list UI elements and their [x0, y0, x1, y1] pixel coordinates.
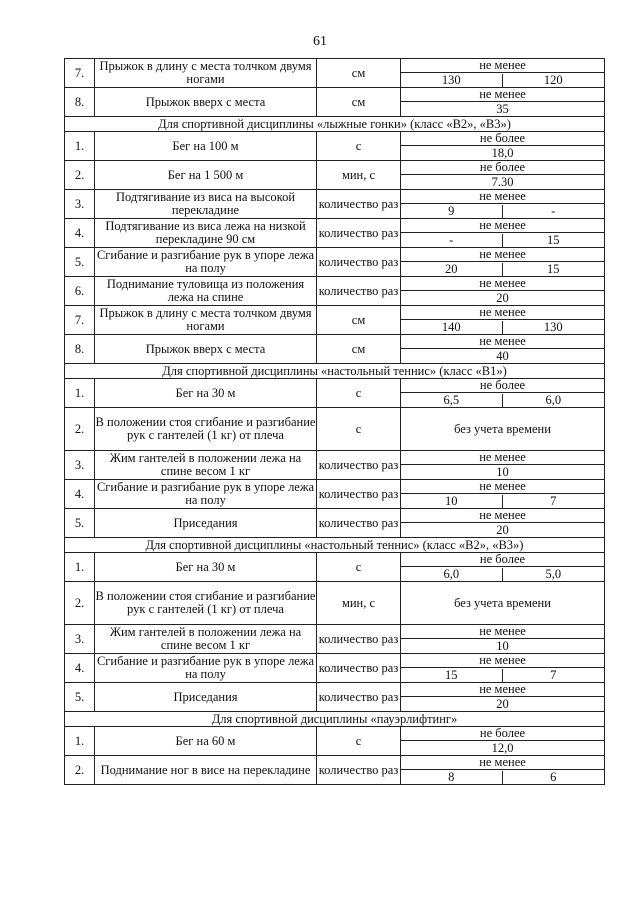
unit-of-measure: количество раз [317, 248, 401, 277]
norm-value-cell [401, 756, 605, 785]
row-number: 1. [65, 132, 95, 161]
norm-value-left: 10 [401, 495, 503, 508]
row-number: 1. [65, 553, 95, 582]
row-number: 8. [65, 335, 95, 364]
table-row [65, 277, 605, 306]
norm-value-right: 6 [550, 770, 557, 784]
table-row [65, 190, 605, 219]
norm-value-left: 6,0 [401, 568, 503, 581]
norm-values [401, 349, 604, 363]
norm-value-wrap [401, 190, 604, 218]
norm-value-right: 5,0 [545, 567, 562, 581]
table-row [65, 88, 605, 117]
row-number: 8. [65, 88, 95, 117]
norm-value-cell [401, 625, 605, 654]
row-number: 7. [65, 306, 95, 335]
unit-of-measure: количество раз [317, 625, 401, 654]
norm-values [401, 465, 604, 479]
norm-values [401, 102, 604, 116]
table-row [65, 553, 605, 582]
norm-condition: не менее [401, 756, 604, 770]
norm-condition: не менее [401, 625, 604, 639]
norm-value-wrap [401, 756, 604, 784]
norm-values [401, 73, 604, 87]
norm-value-wrap [401, 59, 604, 87]
norm-value-wrap [401, 727, 604, 755]
norm-value-cell [401, 59, 605, 88]
norm-value-right: - [551, 204, 556, 218]
norm-value-wrap [401, 219, 604, 247]
exercise-name: Прыжок в длину с места толчком двумя ногами [95, 306, 317, 335]
norm-value-cell [401, 132, 605, 161]
unit-of-measure: количество раз [317, 219, 401, 248]
table-row [65, 625, 605, 654]
unit-of-measure: см [317, 59, 401, 88]
norm-values [401, 697, 604, 711]
norm-value-cell [401, 654, 605, 683]
section-header-row [65, 712, 605, 727]
norm-value-wrap [401, 161, 604, 189]
norm-value-cell [401, 727, 605, 756]
norm-condition: не менее [401, 306, 604, 320]
norms-table [64, 58, 605, 785]
row-number: 2. [65, 408, 95, 451]
row-number: 2. [65, 756, 95, 785]
exercise-name: Приседания [95, 509, 317, 538]
norms-table-body [65, 59, 605, 785]
norm-condition: не менее [401, 219, 604, 233]
norm-value-cell [401, 582, 605, 625]
norm-condition: не более [401, 132, 604, 146]
table-row [65, 161, 605, 190]
exercise-name: Сгибание и разгибание рук в упоре лежа на полу [95, 654, 317, 683]
exercise-name: Бег на 30 м [95, 379, 317, 408]
unit-of-measure: с [317, 408, 401, 451]
row-number: 3. [65, 451, 95, 480]
exercise-name: В положении стоя сгибание и разгибание рук с гантелей (1 кг) от плеча [95, 582, 317, 625]
exercise-name: В положении стоя сгибание и разгибание рук с гантелей (1 кг) от плеча [95, 408, 317, 451]
norm-value-right: 15 [547, 262, 560, 276]
norm-value-wrap [401, 132, 604, 160]
norm-values [401, 668, 604, 682]
norm-value-wrap [401, 480, 604, 508]
row-number: 6. [65, 277, 95, 306]
page-number: 61 [313, 34, 327, 49]
norm-text: без учета времени [454, 595, 551, 610]
unit-of-measure: мин, с [317, 582, 401, 625]
norm-value-wrap [401, 625, 604, 653]
section-title: Для спортивной дисциплины «лыжные гонки» (класс «В2», «В3») [65, 117, 605, 132]
norm-values [401, 567, 604, 581]
norm-value-right: 130 [543, 320, 563, 334]
norm-value-right: 6,0 [545, 393, 562, 407]
norm-value-wrap [401, 379, 604, 407]
norm-value-cell [401, 248, 605, 277]
norm-value-cell [401, 335, 605, 364]
norm-value-cell [401, 451, 605, 480]
norm-value-wrap [401, 654, 604, 682]
exercise-name: Подтягивание из виса на высокой перекладине [95, 190, 317, 219]
norm-condition: не менее [401, 248, 604, 262]
table-row [65, 727, 605, 756]
norm-condition: не более [401, 553, 604, 567]
norm-value-right: 7 [550, 668, 557, 682]
unit-of-measure: с [317, 379, 401, 408]
table-row [65, 582, 605, 625]
norm-value: 18,0 [491, 146, 514, 160]
norm-values [401, 262, 604, 276]
norm-value-left: 140 [401, 321, 503, 334]
norm-values [401, 146, 604, 160]
row-number: 4. [65, 219, 95, 248]
exercise-name: Поднимание ног в висе на перекладине [95, 756, 317, 785]
table-row [65, 509, 605, 538]
exercise-name: Прыжок в длину с места толчком двумя ногами [95, 59, 317, 88]
unit-of-measure: см [317, 335, 401, 364]
norm-value-left: - [401, 234, 503, 247]
row-number: 3. [65, 625, 95, 654]
table-row [65, 451, 605, 480]
norm-value-cell [401, 161, 605, 190]
row-number: 3. [65, 190, 95, 219]
norm-value-wrap [401, 683, 604, 711]
unit-of-measure: см [317, 88, 401, 117]
norm-value: 10 [496, 639, 509, 653]
norm-value-cell [401, 509, 605, 538]
norm-condition: не менее [401, 683, 604, 697]
norm-values [401, 320, 604, 334]
exercise-name: Поднимание туловища из положения лежа на спине [95, 277, 317, 306]
norm-condition: не менее [401, 654, 604, 668]
table-row [65, 654, 605, 683]
norm-values [401, 291, 604, 305]
norm-value-wrap [401, 277, 604, 305]
exercise-name: Жим гантелей в положении лежа на спине весом 1 кг [95, 451, 317, 480]
norm-value-wrap [401, 306, 604, 334]
norm-values [401, 175, 604, 189]
norm-value-wrap [401, 509, 604, 537]
table-row [65, 248, 605, 277]
row-number: 4. [65, 654, 95, 683]
norm-values [401, 741, 604, 755]
exercise-name: Сгибание и разгибание рук в упоре лежа на полу [95, 480, 317, 509]
norm-value: 35 [496, 102, 509, 116]
norm-value: 20 [496, 291, 509, 305]
unit-of-measure: количество раз [317, 480, 401, 509]
norm-value-left: 20 [401, 263, 503, 276]
section-header-row [65, 538, 605, 553]
row-number: 5. [65, 248, 95, 277]
norm-condition: не более [401, 379, 604, 393]
unit-of-measure: количество раз [317, 509, 401, 538]
table-row [65, 408, 605, 451]
unit-of-measure: см [317, 306, 401, 335]
table-row [65, 132, 605, 161]
section-title: Для спортивной дисциплины «настольный теннис» (класс «В1») [65, 364, 605, 379]
row-number: 5. [65, 509, 95, 538]
norm-value-cell [401, 306, 605, 335]
row-number: 7. [65, 59, 95, 88]
exercise-name: Прыжок вверх с места [95, 335, 317, 364]
section-header-row [65, 364, 605, 379]
unit-of-measure: количество раз [317, 683, 401, 712]
unit-of-measure: количество раз [317, 190, 401, 219]
norm-value-left: 6,5 [401, 394, 503, 407]
norm-value-cell [401, 277, 605, 306]
norm-value-cell [401, 379, 605, 408]
table-row [65, 306, 605, 335]
norm-value-cell [401, 553, 605, 582]
norm-values [401, 494, 604, 508]
exercise-name: Прыжок вверх с места [95, 88, 317, 117]
exercise-name: Бег на 100 м [95, 132, 317, 161]
norm-value-wrap [401, 248, 604, 276]
exercise-name: Бег на 60 м [95, 727, 317, 756]
unit-of-measure: с [317, 727, 401, 756]
norm-value: 12,0 [491, 741, 514, 755]
norm-value-cell [401, 480, 605, 509]
norm-values [401, 233, 604, 247]
exercise-name: Жим гантелей в положении лежа на спине весом 1 кг [95, 625, 317, 654]
section-title: Для спортивной дисциплины «настольный теннис» (класс «В2», «В3») [65, 538, 605, 553]
norm-condition: не менее [401, 451, 604, 465]
norm-condition: не менее [401, 335, 604, 349]
row-number: 2. [65, 582, 95, 625]
norm-value-left: 8 [401, 771, 503, 784]
norm-value-cell [401, 683, 605, 712]
table-row [65, 683, 605, 712]
row-number: 4. [65, 480, 95, 509]
unit-of-measure: мин, с [317, 161, 401, 190]
norm-value: 40 [496, 349, 509, 363]
exercise-name: Бег на 1 500 м [95, 161, 317, 190]
norm-values [401, 393, 604, 407]
norm-condition: не менее [401, 509, 604, 523]
norm-values [401, 770, 604, 784]
table-row [65, 219, 605, 248]
norm-value: 10 [496, 465, 509, 479]
norm-values [401, 204, 604, 218]
norm-values [401, 523, 604, 537]
exercise-name: Сгибание и разгибание рук в упоре лежа на полу [95, 248, 317, 277]
norm-value-cell [401, 190, 605, 219]
table-row [65, 59, 605, 88]
norm-value-wrap [401, 88, 604, 116]
norm-condition: не менее [401, 277, 604, 291]
norm-value-wrap [401, 553, 604, 581]
norm-value-left: 9 [401, 205, 503, 218]
row-number: 5. [65, 683, 95, 712]
norm-value-right: 15 [547, 233, 560, 247]
table-row [65, 480, 605, 509]
norm-condition: не более [401, 727, 604, 741]
norm-value-wrap [401, 451, 604, 479]
row-number: 2. [65, 161, 95, 190]
norm-value-right: 7 [550, 494, 557, 508]
norm-value-left: 15 [401, 669, 503, 682]
norm-value-wrap [401, 335, 604, 363]
unit-of-measure: количество раз [317, 654, 401, 683]
norm-condition: не менее [401, 88, 604, 102]
norm-value: 20 [496, 523, 509, 537]
norm-value-cell [401, 408, 605, 451]
norm-value-right: 120 [543, 73, 563, 87]
norm-condition: не менее [401, 59, 604, 73]
unit-of-measure: с [317, 132, 401, 161]
exercise-name: Подтягивание из виса лежа на низкой перекладине 90 см [95, 219, 317, 248]
norm-value-cell [401, 219, 605, 248]
table-row [65, 379, 605, 408]
norm-condition: не менее [401, 480, 604, 494]
norm-text: без учета времени [454, 421, 551, 436]
norm-values [401, 639, 604, 653]
unit-of-measure: количество раз [317, 277, 401, 306]
unit-of-measure: с [317, 553, 401, 582]
section-header-row [65, 117, 605, 132]
norm-condition: не более [401, 161, 604, 175]
table-row [65, 756, 605, 785]
exercise-name: Бег на 30 м [95, 553, 317, 582]
row-number: 1. [65, 727, 95, 756]
norm-value-cell [401, 88, 605, 117]
row-number: 1. [65, 379, 95, 408]
norm-value: 20 [496, 697, 509, 711]
table-row [65, 335, 605, 364]
section-title: Для спортивной дисциплины «пауэрлифтинг» [65, 712, 605, 727]
norm-value-left: 130 [401, 74, 503, 87]
unit-of-measure: количество раз [317, 756, 401, 785]
exercise-name: Приседания [95, 683, 317, 712]
norm-condition: не менее [401, 190, 604, 204]
unit-of-measure: количество раз [317, 451, 401, 480]
norm-value: 7.30 [491, 175, 514, 189]
